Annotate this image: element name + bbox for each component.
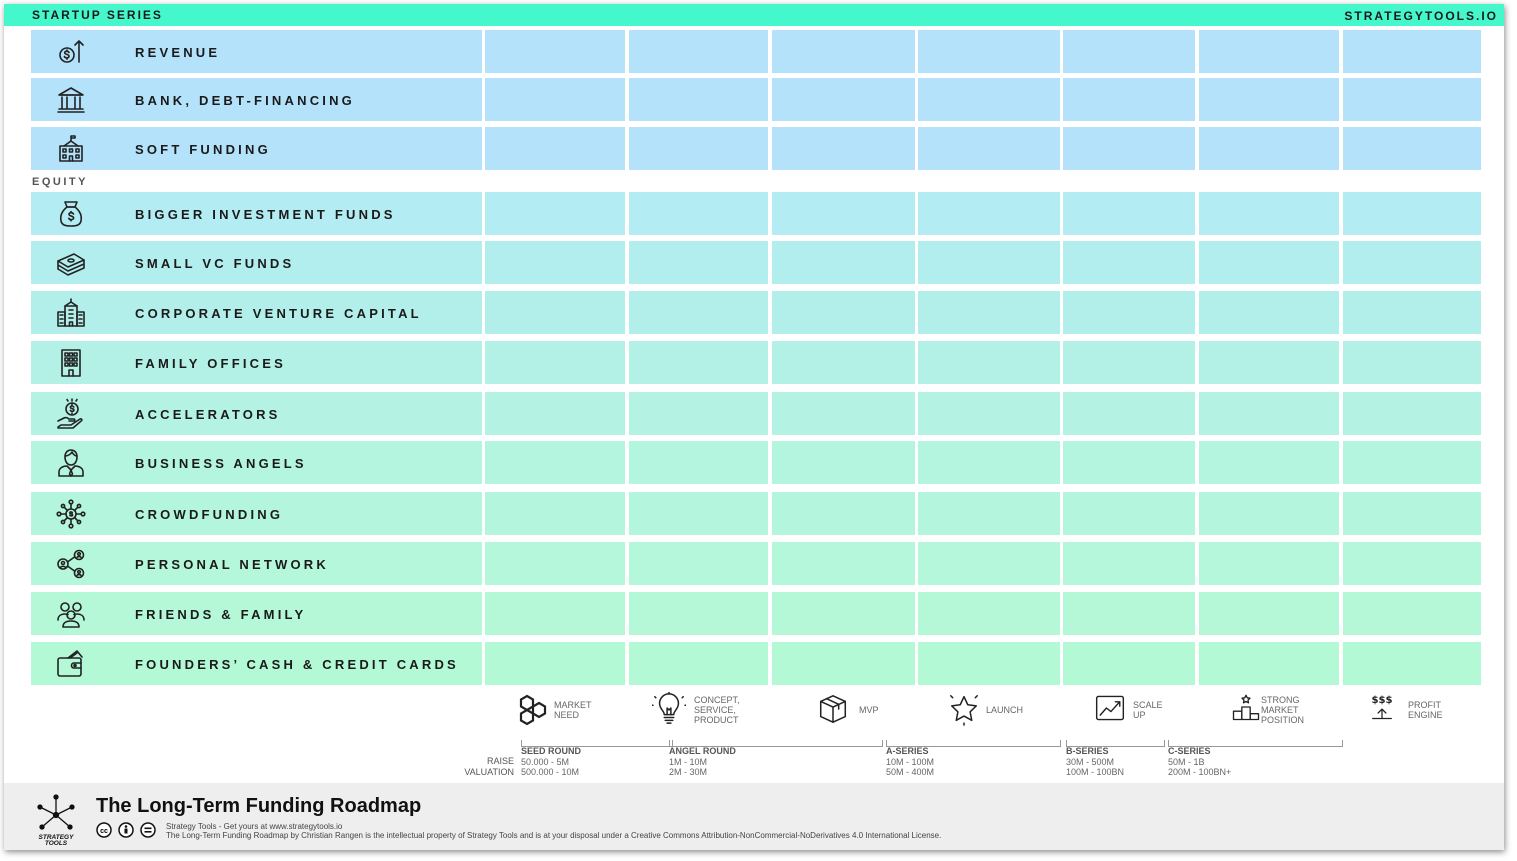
license-icons bbox=[96, 821, 158, 844]
grid-cell[interactable] bbox=[918, 392, 1060, 435]
stage-label: PROFIT ENGINE bbox=[1408, 700, 1443, 720]
grid-cell[interactable] bbox=[918, 127, 1060, 170]
funding-round bbox=[669, 746, 736, 778]
cc-icon bbox=[97, 823, 111, 837]
grid-cell[interactable] bbox=[772, 592, 915, 635]
row-label: ACCELERATORS bbox=[135, 407, 281, 422]
funding-row bbox=[31, 241, 1481, 284]
box-icon bbox=[816, 692, 850, 726]
grid-cell[interactable] bbox=[1343, 542, 1481, 585]
grid-cell[interactable] bbox=[485, 392, 625, 435]
grid-cell[interactable] bbox=[1199, 127, 1339, 170]
grid-cell[interactable] bbox=[1063, 542, 1195, 585]
wallet-card-icon bbox=[55, 648, 87, 680]
grid-cell[interactable] bbox=[1063, 127, 1195, 170]
row-label: PERSONAL NETWORK bbox=[135, 557, 329, 572]
grid-cell[interactable] bbox=[1199, 542, 1339, 585]
corporate-building-icon bbox=[55, 297, 87, 329]
row-label: REVENUE bbox=[135, 45, 221, 60]
footer-tagline: Strategy Tools - Get yours at www.strategytools.io bbox=[166, 822, 343, 831]
grid-cell[interactable] bbox=[918, 592, 1060, 635]
page-title: The Long-Term Funding Roadmap bbox=[96, 795, 422, 817]
grid-cell[interactable] bbox=[1063, 441, 1195, 484]
grid-cell[interactable] bbox=[629, 127, 768, 170]
grid-cell[interactable] bbox=[1343, 30, 1481, 73]
row-label-cell bbox=[31, 341, 482, 384]
stage-item bbox=[947, 692, 1066, 732]
funding-row bbox=[31, 441, 1481, 484]
grid-cell[interactable] bbox=[772, 192, 915, 235]
round-raise: 1M - 10M bbox=[669, 756, 708, 767]
round-name: ANGEL ROUND bbox=[669, 746, 736, 756]
grid-cell[interactable] bbox=[485, 642, 625, 685]
row-label: BUSINESS ANGELS bbox=[135, 456, 307, 471]
funding-row bbox=[31, 592, 1481, 635]
row-label: FRIENDS & FAMILY bbox=[135, 607, 307, 622]
stage-item bbox=[1368, 692, 1488, 732]
header-website: STRATEGYTOOLS.IO bbox=[1344, 9, 1498, 23]
grid-cell[interactable] bbox=[485, 291, 625, 334]
star-icon bbox=[947, 692, 981, 726]
row-label-cell bbox=[31, 542, 482, 585]
round-raise: 10M - 100M bbox=[886, 756, 935, 767]
businessman-icon bbox=[55, 447, 87, 479]
svg-text:cc: cc bbox=[100, 828, 108, 835]
grid-cell[interactable] bbox=[1199, 78, 1339, 121]
round-raise: 30M - 500M bbox=[1066, 756, 1115, 767]
funding-row bbox=[31, 192, 1481, 235]
grid-cell[interactable] bbox=[772, 341, 915, 384]
grid-cell[interactable] bbox=[1343, 492, 1481, 535]
grid-cell[interactable] bbox=[772, 392, 915, 435]
stage-item bbox=[1231, 692, 1341, 732]
grid-cell[interactable] bbox=[629, 441, 768, 484]
grid-cell[interactable] bbox=[1343, 341, 1481, 384]
grid-cell[interactable] bbox=[485, 78, 625, 121]
round-valuation: 50M - 400M bbox=[886, 767, 935, 777]
row-label: CROWDFUNDING bbox=[135, 507, 284, 522]
strategy-tools-logo bbox=[32, 793, 80, 845]
svg-text:$$$: $$$ bbox=[1371, 694, 1393, 706]
row-label: CORPORATE VENTURE CAPITAL bbox=[135, 306, 422, 321]
grid-cell[interactable] bbox=[918, 492, 1060, 535]
round-valuation: 2M - 30M bbox=[669, 767, 708, 777]
footer-license: The Long-Term Funding Roadmap by Christian Rangen is the intellectual property of Strategy Tools and is at your disposal under a Creative Commons Attribution-NonCommercial-NoDerivatives 4.0 International License. bbox=[166, 831, 942, 840]
funding-row bbox=[31, 542, 1481, 585]
stage-label: STRONG MARKET POSITION bbox=[1261, 695, 1305, 725]
grid-cell[interactable] bbox=[629, 392, 768, 435]
grid-cell[interactable] bbox=[1063, 291, 1195, 334]
grid-cell[interactable] bbox=[1199, 30, 1339, 73]
hexagons-icon bbox=[518, 692, 554, 728]
lightbulb-icon bbox=[652, 692, 686, 726]
grid-cell[interactable] bbox=[1063, 341, 1195, 384]
raise-valuation-labels bbox=[444, 756, 514, 777]
grid-cell[interactable] bbox=[1063, 492, 1195, 535]
funding-row bbox=[31, 127, 1481, 170]
funding-row bbox=[31, 291, 1481, 334]
grid-cell[interactable] bbox=[772, 291, 915, 334]
row-label: FOUNDERS’ CASH & CREDIT CARDS bbox=[135, 657, 459, 672]
row-label-cell bbox=[31, 492, 482, 535]
grid-cell[interactable] bbox=[918, 78, 1060, 121]
grid-cell[interactable] bbox=[485, 492, 625, 535]
grid-cell[interactable] bbox=[1063, 78, 1195, 121]
grid-cell[interactable] bbox=[485, 241, 625, 284]
grid-cell[interactable] bbox=[772, 127, 915, 170]
valuation-label: VALUATION bbox=[464, 766, 514, 777]
grid-cell[interactable] bbox=[1199, 441, 1339, 484]
grid-cell[interactable] bbox=[772, 78, 915, 121]
grid-cell[interactable] bbox=[485, 592, 625, 635]
row-label-cell bbox=[31, 241, 482, 284]
grid-cell[interactable] bbox=[1199, 341, 1339, 384]
podium-icon bbox=[1231, 692, 1261, 722]
svg-text:TOOLS: TOOLS bbox=[44, 840, 68, 845]
crowd-network-icon bbox=[55, 498, 87, 530]
grid-cell[interactable] bbox=[629, 341, 768, 384]
row-label-cell bbox=[31, 441, 482, 484]
row-label-cell bbox=[31, 78, 482, 121]
funding-row bbox=[31, 341, 1481, 384]
grid-cell[interactable] bbox=[918, 291, 1060, 334]
grid-cell[interactable] bbox=[1343, 192, 1481, 235]
grid-cell[interactable] bbox=[772, 30, 915, 73]
hand-coin-icon bbox=[55, 398, 87, 430]
section-label-equity: EQUITY bbox=[32, 176, 88, 188]
grid-cell[interactable] bbox=[1343, 78, 1481, 121]
funding-round bbox=[1168, 746, 1231, 778]
grid-cell[interactable] bbox=[1343, 392, 1481, 435]
stage-label: SCALE UP bbox=[1133, 700, 1163, 720]
grid-cell[interactable] bbox=[772, 241, 915, 284]
stage-label: MVP bbox=[859, 705, 879, 715]
funding-row bbox=[31, 78, 1481, 121]
dollars-up-icon bbox=[1368, 692, 1396, 720]
grid-cell[interactable] bbox=[629, 642, 768, 685]
funding-round bbox=[886, 746, 934, 778]
grid-cell[interactable] bbox=[1199, 392, 1339, 435]
canvas bbox=[4, 4, 1504, 850]
row-label: BIGGER INVESTMENT FUNDS bbox=[135, 207, 396, 222]
row-label: SMALL VC FUNDS bbox=[135, 256, 295, 271]
grid-cell[interactable] bbox=[1063, 30, 1195, 73]
grid-cell[interactable] bbox=[485, 441, 625, 484]
round-name: B-SERIES bbox=[1066, 746, 1109, 756]
row-label-cell bbox=[31, 642, 482, 685]
grid-cell[interactable] bbox=[1199, 291, 1339, 334]
grid-cell[interactable] bbox=[1343, 241, 1481, 284]
grid-cell[interactable] bbox=[485, 192, 625, 235]
row-label-cell bbox=[31, 192, 482, 235]
grid-cell[interactable] bbox=[772, 441, 915, 484]
stage-label: MARKET NEED bbox=[554, 700, 592, 720]
grid-cell[interactable] bbox=[629, 592, 768, 635]
office-building-icon bbox=[55, 347, 87, 379]
grid-cell[interactable] bbox=[1343, 592, 1481, 635]
round-name: SEED ROUND bbox=[521, 746, 582, 756]
row-label-cell bbox=[31, 127, 482, 170]
institution-icon bbox=[55, 133, 87, 165]
grid-cell[interactable] bbox=[629, 492, 768, 535]
grid-cell[interactable] bbox=[485, 341, 625, 384]
row-label-cell bbox=[31, 592, 482, 635]
grid-cell[interactable] bbox=[918, 441, 1060, 484]
grid-cell[interactable] bbox=[772, 642, 915, 685]
grid-cell[interactable] bbox=[772, 492, 915, 535]
funding-row bbox=[31, 492, 1481, 535]
nd-icon bbox=[141, 823, 155, 837]
svg-text:STRATEGY: STRATEGY bbox=[38, 834, 74, 841]
grid-cell[interactable] bbox=[1343, 127, 1481, 170]
stage-item bbox=[816, 692, 939, 732]
stage-item bbox=[1094, 692, 1213, 732]
row-label: FAMILY OFFICES bbox=[135, 356, 286, 371]
round-name: A-SERIES bbox=[886, 746, 929, 756]
grid-cell[interactable] bbox=[629, 241, 768, 284]
round-valuation: 200M - 100BN+ bbox=[1168, 767, 1232, 777]
grid-cell[interactable] bbox=[1199, 492, 1339, 535]
dollar-up-icon bbox=[55, 36, 87, 68]
round-valuation: 100M - 100BN bbox=[1066, 767, 1125, 777]
funding-round bbox=[521, 746, 581, 778]
grid-cell[interactable] bbox=[629, 542, 768, 585]
group-icon bbox=[55, 598, 87, 630]
grid-cell[interactable] bbox=[485, 30, 625, 73]
round-raise: 50M - 1B bbox=[1168, 756, 1205, 767]
growth-chart-icon bbox=[1094, 692, 1126, 724]
grid-cell[interactable] bbox=[1199, 241, 1339, 284]
header-title: STARTUP SERIES bbox=[32, 8, 163, 22]
grid-cell[interactable] bbox=[629, 30, 768, 73]
funding-row bbox=[31, 30, 1481, 73]
grid-cell[interactable] bbox=[1063, 192, 1195, 235]
grid-cell[interactable] bbox=[485, 127, 625, 170]
row-label-cell bbox=[31, 291, 482, 334]
grid-cell[interactable] bbox=[629, 291, 768, 334]
grid-cell[interactable] bbox=[629, 78, 768, 121]
grid-cell[interactable] bbox=[918, 341, 1060, 384]
stage-label: LAUNCH bbox=[986, 705, 1024, 715]
stage-item bbox=[518, 692, 634, 732]
money-bag-icon bbox=[55, 198, 87, 230]
grid-cell[interactable] bbox=[1343, 441, 1481, 484]
grid-cell[interactable] bbox=[1343, 642, 1481, 685]
grid-cell[interactable] bbox=[1199, 642, 1339, 685]
grid-cell[interactable] bbox=[485, 542, 625, 585]
grid-cell[interactable] bbox=[1343, 291, 1481, 334]
row-label: BANK, DEBT-FINANCING bbox=[135, 93, 355, 108]
cash-stack-icon bbox=[55, 247, 87, 279]
grid-cell[interactable] bbox=[629, 192, 768, 235]
footer bbox=[4, 783, 1504, 850]
grid-cell[interactable] bbox=[918, 241, 1060, 284]
grid-cell[interactable] bbox=[918, 542, 1060, 585]
raise-label: RAISE bbox=[486, 756, 514, 766]
grid-cell[interactable] bbox=[918, 192, 1060, 235]
funding-row bbox=[31, 392, 1481, 435]
people-network-icon bbox=[55, 548, 87, 580]
grid-cell[interactable] bbox=[1063, 642, 1195, 685]
header-bar bbox=[4, 4, 1504, 26]
row-label-cell bbox=[31, 30, 482, 73]
round-valuation: 500.000 - 10M bbox=[521, 767, 580, 777]
funding-row bbox=[31, 642, 1481, 685]
bank-icon bbox=[55, 84, 87, 116]
round-name: C-SERIES bbox=[1168, 746, 1211, 756]
grid-cell[interactable] bbox=[1063, 241, 1195, 284]
grid-cell[interactable] bbox=[1063, 392, 1195, 435]
grid-cell[interactable] bbox=[918, 30, 1060, 73]
stage-label: CONCEPT, SERVICE, PRODUCT bbox=[694, 695, 740, 725]
stage-item bbox=[652, 692, 774, 732]
row-label: SOFT FUNDING bbox=[135, 142, 271, 157]
funding-round bbox=[1066, 746, 1124, 778]
round-raise: 50.000 - 5M bbox=[521, 756, 570, 767]
grid-cell[interactable] bbox=[1199, 592, 1339, 635]
by-icon bbox=[119, 823, 133, 837]
grid-cell[interactable] bbox=[1199, 192, 1339, 235]
grid-cell[interactable] bbox=[772, 542, 915, 585]
row-label-cell bbox=[31, 392, 482, 435]
grid-cell[interactable] bbox=[918, 642, 1060, 685]
grid-cell[interactable] bbox=[1063, 592, 1195, 635]
